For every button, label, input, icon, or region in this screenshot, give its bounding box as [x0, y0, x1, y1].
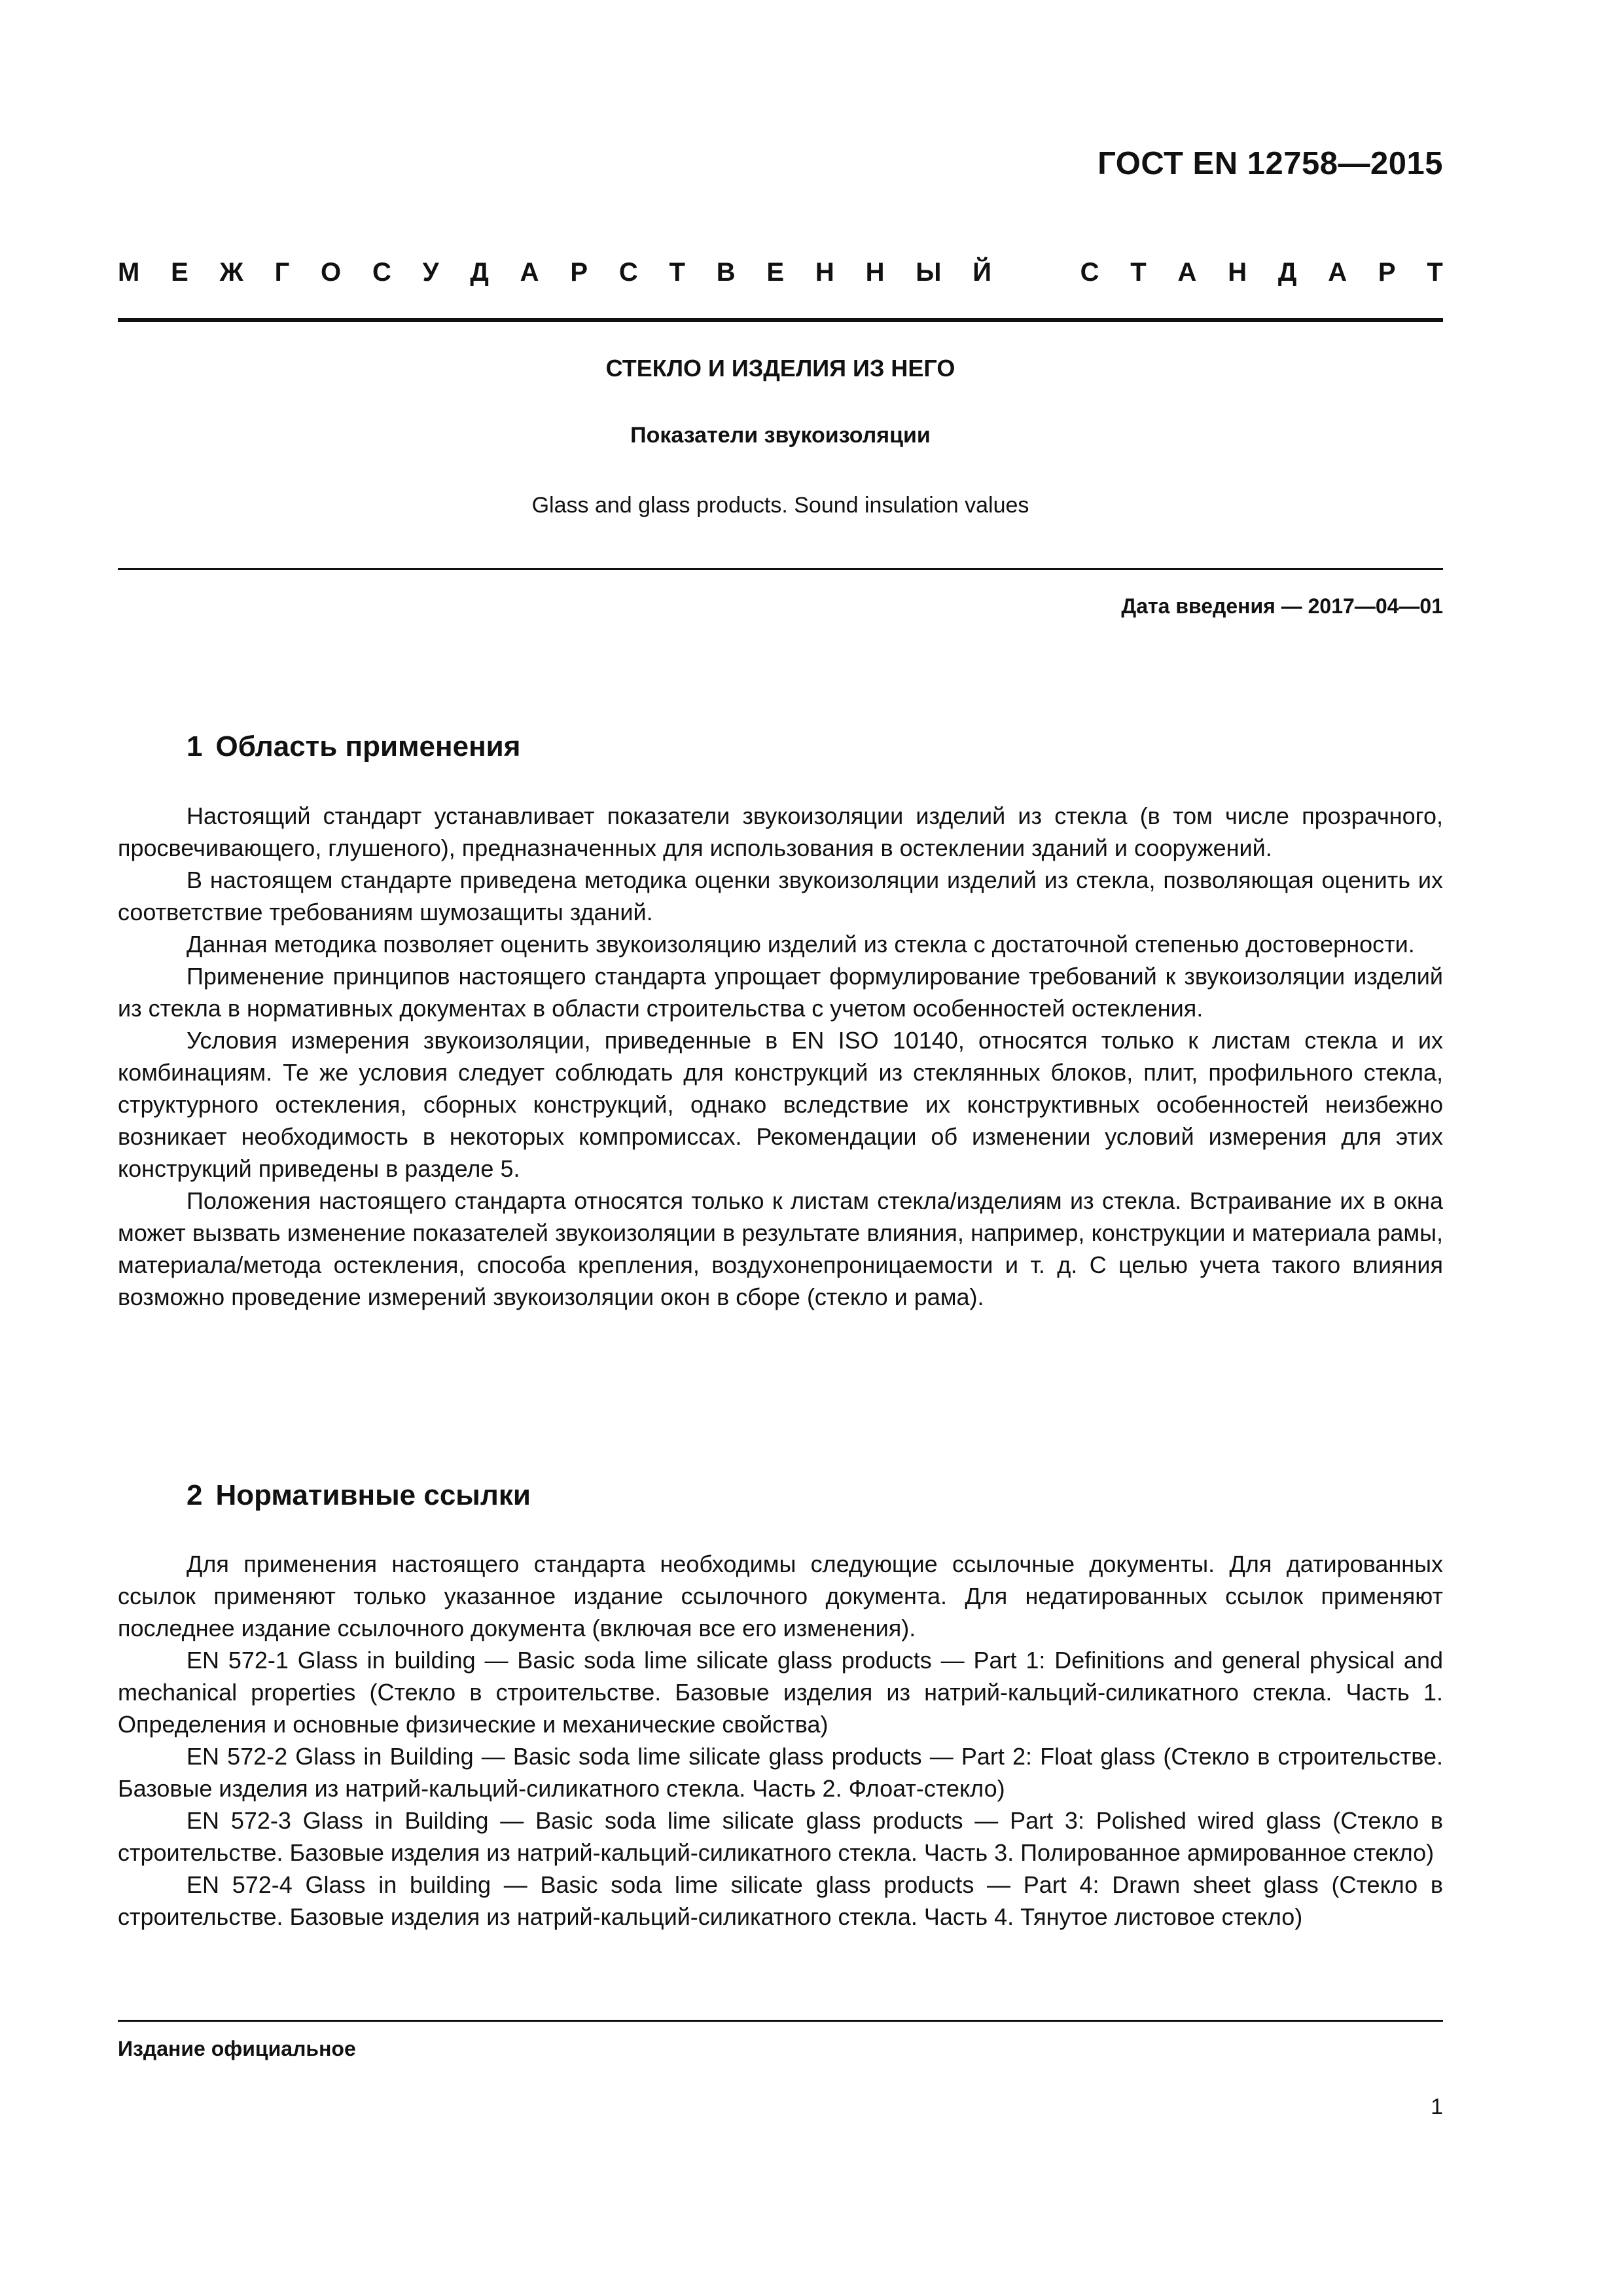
- section-number: 1: [187, 730, 203, 762]
- heading-letter: Т: [1427, 258, 1443, 287]
- paragraph: Данная методика позволяет оценить звукоизоляцию изделий из стекла с достаточной степенью достоверности.: [187, 931, 1415, 958]
- english-title: Glass and glass products. Sound insulation values: [531, 493, 1029, 518]
- paragraph: Условия измерения звукоизоляции, приведенные в EN ISO 10140, относятся только к листам стекла и их комбинациям. Те же условия следует соблюдать для конструкций из стеклянных блоков, плит, профильного стекла, структурного остекления, сборных конструкций, однако вследствие их конструктивных особенностей неизбежно возникает необходимость в некоторых компромиссах. Рекомендации об изменении условий измерения для этих конструкций приведены в разделе 5.: [118, 1027, 1443, 1182]
- heading-letter: Е: [766, 258, 785, 287]
- heading-letter: О: [321, 258, 342, 287]
- heading-letter: Н: [815, 258, 834, 287]
- official-edition-label: Издание официальное: [118, 2037, 356, 2060]
- footer-divider: [118, 2020, 1443, 2022]
- heading-letter: Р: [570, 258, 588, 287]
- standard-code: ГОСТ EN 12758—2015: [1097, 146, 1443, 181]
- section-body: [118, 1548, 1443, 1933]
- reference-item: EN 572-1 Glass in building — Basic soda lime silicate glass products — Part 1: Definitions and general physical and mechanical properties (Стекло в строительстве. Базовые изделия из натрий-кальций-силикатного стекла. Часть 1. Определения и основные физические и механические свойства): [118, 1647, 1443, 1738]
- paragraph: Положения настоящего стандарта относятся только к листам стекла/изделиям из стекла. Встраивание их в окна может вызвать изменение показателей звукоизоляции в результате влияния, например, конструкции и материала рамы, материала/метода остекления, способа крепления, воздухонепроницаемости и т. д. С целью учета такого влияния возможно проведение измерений звукоизоляции окон в сборе (стекло и рама).: [118, 1187, 1443, 1310]
- heading-letter: Д: [1277, 258, 1297, 287]
- heading-letter: С: [372, 258, 391, 287]
- reference-item: EN 572-4 Glass in building — Basic soda lime silicate glass products — Part 4: Drawn sheet glass (Стекло в строительстве. Базовые изделия из натрий-кальций-силикатного стекла. Часть 4. Тянутое листовое стекло): [118, 1871, 1443, 1930]
- heading-letter: Е: [171, 258, 188, 287]
- heading-letter: А: [1328, 258, 1347, 287]
- heading-letter: Д: [470, 258, 489, 287]
- heading-letter: С: [618, 258, 638, 287]
- heading-letter: Р: [1378, 258, 1396, 287]
- section-number: 2: [187, 1479, 203, 1511]
- heading-letter: Г: [274, 258, 290, 287]
- introduction-date: Дата введения — 2017—04—01: [1121, 594, 1443, 618]
- document-page: [118, 0, 1443, 2296]
- paragraph: Применение принципов настоящего стандарта упрощает формулирование требований к звукоизоляции изделий из стекла в нормативных документах в области строительства с учетом особенностей остекления.: [118, 963, 1443, 1022]
- heading-letter: У: [422, 258, 439, 287]
- document-title: СТЕКЛО И ИЗДЕЛИЯ ИЗ НЕГО: [605, 355, 955, 382]
- heading-letter: Н: [1228, 258, 1247, 287]
- heading-letter: Ы: [916, 258, 942, 287]
- heading-letter: В: [716, 258, 736, 287]
- section-heading: [187, 730, 520, 763]
- reference-item: EN 572-3 Glass in Building — Basic soda lime silicate glass products — Part 3: Polished wired glass (Стекло в строительстве. Базовые изделия из натрий-кальций-силикатного стекла. Часть 3. Полированное армированное стекло): [118, 1807, 1443, 1866]
- heading-letter: Т: [669, 258, 685, 287]
- section-title: Область применения: [215, 730, 521, 762]
- heading-letter: С: [1080, 258, 1099, 287]
- heading-letter: Й: [972, 258, 991, 287]
- reference-item: EN 572-2 Glass in Building — Basic soda lime silicate glass products — Part 2: Float glass (Стекло в строительстве. Базовые изделия из натрий-кальций-силикатного стекла. Часть 2. Флоат-стекло): [118, 1743, 1443, 1802]
- heading-letter: Н: [865, 258, 885, 287]
- heading-letter: Т: [1130, 258, 1147, 287]
- paragraph: Для применения настоящего стандарта необходимы следующие ссылочные документы. Для датированных ссылок применяют только указанное издание ссылочного документа. Для недатированных ссылок применяют последнее издание ссылочного документа (включая все его изменения).: [118, 1551, 1443, 1641]
- interstate-standard-heading: [118, 258, 1443, 291]
- document-subtitle: Показатели звукоизоляции: [630, 423, 931, 448]
- section-heading: [187, 1479, 531, 1512]
- heading-letter: М: [118, 258, 140, 287]
- section-body: [118, 800, 1443, 1313]
- page-number: 1: [1431, 2094, 1443, 2119]
- heading-letter: А: [1177, 258, 1197, 287]
- header-divider: [118, 318, 1443, 322]
- heading-letter: Ж: [219, 258, 243, 287]
- heading-letter: А: [520, 258, 539, 287]
- section-title: Нормативные ссылки: [215, 1479, 531, 1511]
- paragraph: В настоящем стандарте приведена методика оценки звукоизоляции изделий из стекла, позволяющая оценить их соответствие требованиям шумозащиты зданий.: [118, 867, 1443, 925]
- word-gap: [1023, 258, 1049, 291]
- title-divider: [118, 568, 1443, 570]
- paragraph: Настоящий стандарт устанавливает показатели звукоизоляции изделий из стекла (в том числе прозрачного, просвечивающего, глушеного), предназначенных для использования в остеклении зданий и сооружений.: [118, 802, 1443, 861]
